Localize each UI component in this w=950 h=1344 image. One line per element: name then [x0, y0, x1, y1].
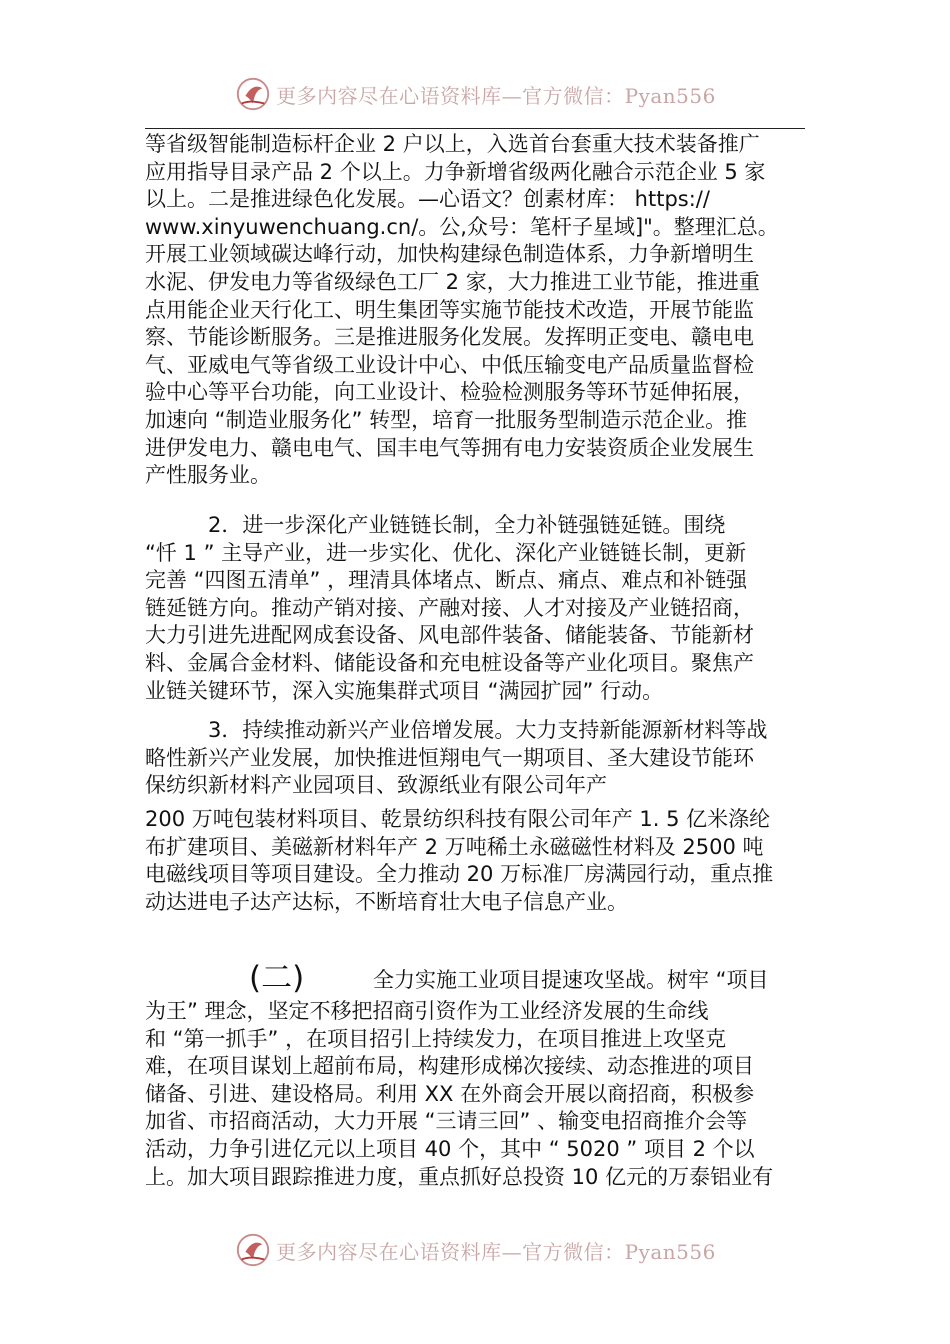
text-line: 布扩建项目、美磁新材料年产 2 万吨稀土永磁磁性材料及 2500 吨	[145, 834, 764, 859]
text-line: 链延链方向。推动产销对接、产融对接、人才对接及产业链招商，	[145, 595, 754, 620]
text-line: 上。加大项目跟踪推进力度，重点抓好总投资 10 亿元的万泰铝业有	[145, 1164, 774, 1189]
watermark-logo-icon	[234, 75, 272, 113]
text-line: 完善 “四图五清单” ，理清具体堵点、断点、痛点、难点和补链强	[145, 568, 748, 593]
text-line: 等省级智能制造标杆企业 2 户以上，入选首台套重大技术装备推广	[145, 132, 760, 156]
section-heading-text: 全力实施工业项目提速攻坚战。树牢 “项目	[373, 968, 769, 992]
paragraph-green-service	[145, 131, 805, 490]
text-line: 难，在项目谋划上超前布局，构建形成梯次接续、动态推进的项目	[145, 1054, 754, 1079]
text-line: 和 “第一抓手” ，在项目招引上持续发力，在项目推进上攻坚克	[145, 1026, 727, 1051]
watermark-logo-icon	[234, 1231, 272, 1269]
text-line: 200 万吨包装材料项目、乾景纺织科技有限公司年产 1. 5 亿米涤纶	[145, 807, 771, 831]
text-line: 电磁线项目等项目建设。全力推动 20 万标准厂房满园行动，重点推	[145, 862, 774, 887]
text-line: 活动，力争引进亿元以上项目 40 个，其中 “ 5020 ” 项目 2 个以	[145, 1136, 755, 1161]
paragraph-emerging-industry-cont	[145, 806, 805, 916]
text-line: 验中心等平台功能，向工业设计、检验检测服务等环节延伸拓展，	[145, 380, 754, 405]
text-line: 料、金属合金材料、储能设备和充电桩设备等产业化项目。聚焦产	[145, 650, 754, 675]
watermark-text: 更多内容尽在心语资料库—官方微信：Pyan556	[276, 1239, 716, 1264]
text-line: 水泥、伊发电力等省级绿色工厂 2 家，大力推进工业节能，推进重	[145, 269, 760, 294]
paragraph-industry-chain	[145, 512, 805, 705]
text-line: 应用指导目录产品 2 个以上。力争新增省级两化融合示范企业 5 家	[145, 159, 766, 184]
watermark-text: 更多内容尽在心语资料库—官方微信：Pyan556	[276, 83, 716, 108]
text-line: 察、节能诊断服务。三是推进服务化发展。发挥明正变电、赣电电	[145, 325, 754, 350]
text-line: 动达进电子达产达标，不断培育壮大电子信息产业。	[145, 889, 628, 914]
header-divider	[145, 128, 805, 129]
text-line: 2．进一步深化产业链链长制，全力补链强链延链。围绕	[145, 513, 726, 537]
section-heading	[145, 958, 805, 998]
paragraph-emerging-industry	[145, 717, 805, 800]
text-line: 3．持续推动新兴产业倍增发展。大力支持新能源新材料等战	[145, 718, 768, 742]
text-line: 储备、引进、建设格局。利用 XX 在外商会开展以商招商，积极参	[145, 1081, 755, 1106]
text-line: “忏 1 ” 主导产业，进一步实化、优化、深化产业链链长制，更新	[145, 540, 747, 565]
text-line: 大力引进先进配网成套设备、风电部件装备、储能装备、节能新材	[145, 623, 754, 648]
paragraph-project-attraction	[145, 998, 805, 1191]
text-line: 加省、市招商活动，大力开展 “三请三回” 、输变电招商推介会等	[145, 1109, 748, 1134]
watermark-footer	[0, 1228, 950, 1272]
text-line: www.xinyuwenchuang.cn/。公,众号：笔杆子星域]"。整理汇总。	[145, 214, 779, 239]
section-number: (二)	[249, 960, 305, 996]
text-line: 进伊发电力、赣电电气、国丰电气等拥有电力安装资质企业发展生	[145, 435, 754, 460]
text-line: 产性服务业。	[145, 463, 271, 488]
text-line: 加速向 “制造业服务化” 转型，培育一批服务型制造示范企业。推	[145, 407, 748, 432]
text-line: 业链关键环节，深入实施集群式项目 “满园扩园” 行动。	[145, 678, 664, 703]
text-line: 以上。二是推进绿色化发展。—心语文？创素材库： https://	[145, 187, 710, 212]
text-line: 点用能企业天行化工、明生集团等实施节能技术改造，开展节能监	[145, 297, 754, 322]
text-line: 略性新兴产业发展，加快推进恒翔电气一期项目、圣大建设节能环	[145, 745, 754, 770]
watermark-header	[0, 72, 950, 116]
text-line: 为王” 理念，坚定不移把招商引资作为工业经济发展的生命线	[145, 999, 709, 1023]
text-line: 保纺织新材料产业园项目、致源纸业有限公司年产	[145, 773, 607, 798]
text-line: 气、亚威电气等省级工业设计中心、中低压输变电产品质量监督检	[145, 352, 754, 377]
text-line: 开展工业领域碳达峰行动，加快构建绿色制造体系，力争新增明生	[145, 242, 754, 267]
